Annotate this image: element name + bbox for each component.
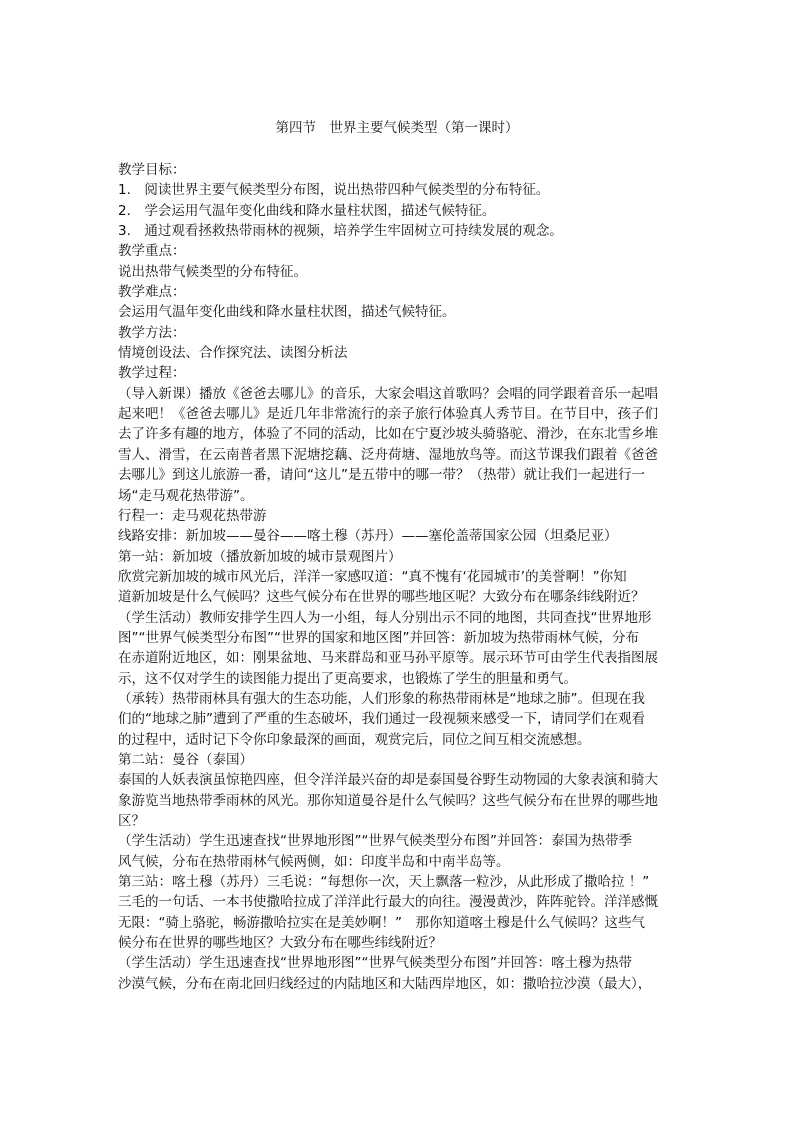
text-line: 示，这不仅对学生的读图能力提出了更高要求，也锻炼了学生的胆量和勇气。 [118, 670, 577, 687]
text-line: 教学方法： [118, 324, 186, 341]
text-line: 教学目标： [118, 162, 186, 178]
text-line: 3. 通过观看拯救热带雨林的视频，培养学生牢固树立可持续发展的观念。 [118, 223, 563, 240]
text-line: 候分布在世界的哪些地区？大致分布在哪些纬线附近？ [118, 935, 442, 952]
text-line: 起来吧！《爸爸去哪儿》是近几年非常流行的亲子旅行体验真人秀节目。在节目中，孩子们 [118, 406, 658, 423]
text-line: 去哪儿》到这儿旅游一番，请问“这儿”是五带中的哪一带？（热带）就让我们一起进行一 [118, 467, 645, 484]
text-line: 说出热带气候类型的分布特征。 [118, 263, 307, 280]
text-line: 2. 学会运用气温年变化曲线和降水量柱状图，描述气候特征。 [118, 202, 496, 219]
text-line: （学生活动）学生迅速查找“世界地形图”“世界气候类型分布图”并回答：泰国为热带季 [118, 833, 632, 850]
text-line: 区？ [118, 813, 145, 829]
text-line: 情境创设法、合作探究法、读图分析法 [118, 345, 348, 362]
text-line: 教学过程： [118, 365, 186, 382]
text-line: 泰国的人妖表演虽惊艳四座，但令洋洋最兴奋的却是泰国曼谷野生动物园的大象表演和骑大 [118, 772, 658, 789]
text-line: 在赤道附近地区，如：刚果盆地、马来群岛和亚马孙平原等。展示环节可由学生代表指图展 [118, 650, 658, 667]
text-line: （学生活动）教师安排学生四人为一小组，每人分别出示不同的地图，共同查找“世界地形 [118, 609, 652, 626]
text-line: 风气候，分布在热带雨林气候两侧，如：印度半岛和中南半岛等。 [118, 853, 510, 870]
text-line: 道新加坡是什么气候吗？这些气候分布在世界的哪些地区呢？大致分布在哪条纬线附近？ [118, 589, 645, 606]
text-line: 第二站：曼谷（泰国） [118, 751, 253, 768]
text-line: 场“走马观花热带游”。 [118, 487, 254, 504]
text-line: 欣赏完新加坡的城市风光后，洋洋一家感叹道：“真不愧有‘花园城市’的美誉啊！”你知 [118, 568, 627, 585]
text-line: 象游览当地热带季雨林的风光。那你知道曼谷是什么气候吗？这些气候分布在世界的哪些地 [118, 792, 658, 809]
text-line: 教学重点： [118, 243, 186, 260]
text-line: 会运用气温年变化曲线和降水量柱状图，描述气候特征。 [118, 304, 456, 321]
document-title: 第四节 世界主要气候类型（第一课时） [275, 120, 519, 136]
text-line: （承转）热带雨林具有强大的生态功能，人们形象的称热带雨林是“地球之肺”。但现在我 [118, 690, 645, 707]
text-line: 行程一：走马观花热带游 [118, 507, 267, 524]
text-line: 三毛的一句话、一本书使撒哈拉成了洋洋此行最大的向往。漫漫黄沙，阵阵驼铃。洋洋感慨 [118, 894, 658, 911]
document-body [118, 160, 680, 994]
text-line: （导入新课）播放《爸爸去哪儿》的音乐，大家会唱这首歌吗？会唱的同学跟着音乐一起唱 [118, 385, 658, 402]
text-line: （学生活动）学生迅速查找“世界地形图”“世界气候类型分布图”并回答：喀土穆为热带 [118, 955, 632, 972]
text-line: 教学难点： [118, 284, 186, 301]
text-line: 1. 阅读世界主要气候类型分布图，说出热带四种气候类型的分布特征。 [118, 182, 550, 199]
text-line: 去了许多有趣的地方，体验了不同的活动，比如在宁夏沙坡头骑骆驼、滑沙，在东北雪乡堆 [118, 426, 658, 443]
text-line: 第一站：新加坡（播放新加坡的城市景观图片） [118, 548, 402, 565]
text-line: 沙漠气候，分布在南北回归线经过的内陆地区和大陆西岸地区，如：撒哈拉沙漠（最大）， [118, 975, 652, 992]
text-line: 图”“世界气候类型分布图”“世界的国家和地区图”并回答：新加坡为热带雨林气候，分布 [118, 629, 639, 646]
text-line: 们的“地球之肺”遭到了严重的生态破坏，我们通过一段视频来感受一下，请同学们在观看 [118, 711, 645, 728]
text-line: 线路安排：新加坡——曼谷——喀土穆（苏丹）——塞伦盖蒂国家公园（坦桑尼亚） [118, 528, 618, 545]
text-line: 的过程中，适时记下令你印象最深的画面，观赏完后，同位之间互相交流感想。 [118, 731, 591, 748]
text-line: 雪人、滑雪，在云南普者黑下泥塘挖藕、泛舟荷塘、湿地放鸟等。而这节课我们跟着《爸爸 [118, 446, 658, 463]
text-line: 第三站：喀土穆（苏丹）三毛说：“每想你一次，天上飘落一粒沙，从此形成了撒哈拉 ！” [118, 874, 650, 891]
text-line: 无限：“骑上骆驼，畅游撒哈拉实在是美妙啊！” 那你知道喀土穆是什么气候吗？这些气 [118, 914, 645, 931]
